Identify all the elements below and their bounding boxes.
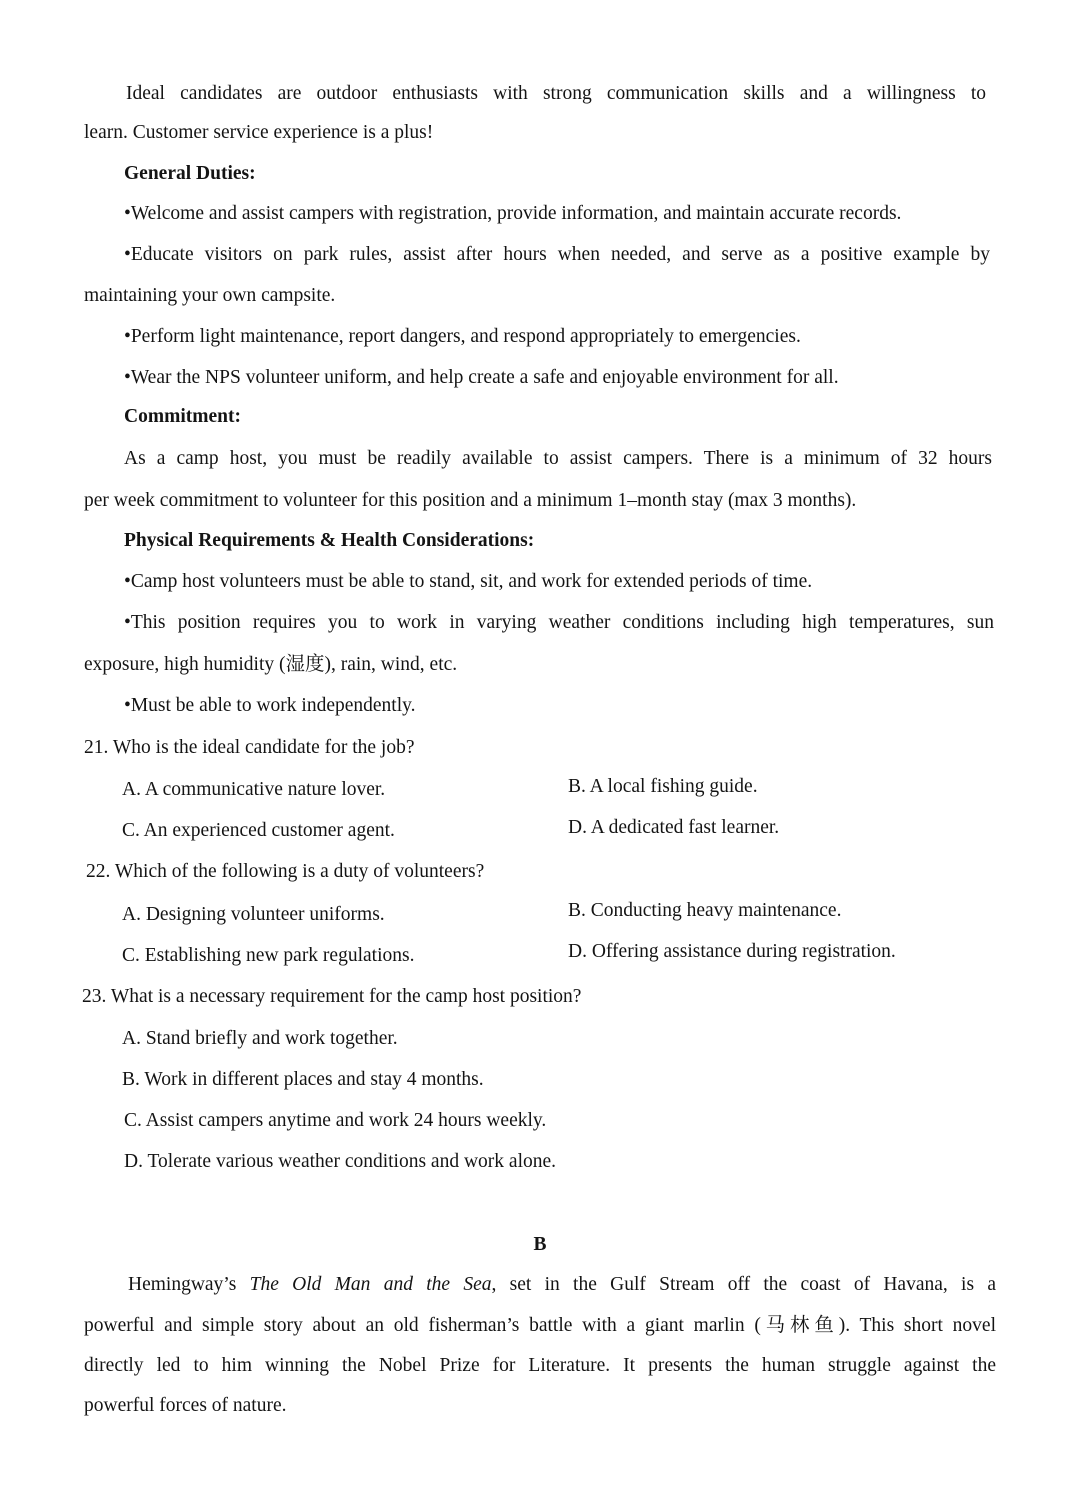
question-22-stem: 22. Which of the following is a duty of volunteers?	[86, 861, 485, 882]
passage-b-line-2: powerful and simple story about an old fisherman’s battle with a giant marlin (马林鱼). This short novel	[84, 1315, 996, 1336]
commitment-heading: Commitment:	[124, 406, 241, 427]
section-b-label: B	[533, 1234, 547, 1255]
duty-item-2-line-1: •Educate visitors on park rules, assist after hours when needed, and serve as a positive example by	[124, 244, 990, 265]
passage-b-line-3: directly led to him winning the Nobel Prize for Literature. It presents the human struggle against the	[84, 1355, 996, 1376]
physical-requirements-heading: Physical Requirements & Health Considerations:	[124, 530, 535, 551]
passage-b-line-1-rest: , set in the Gulf Stream off the coast of Havana, is a	[491, 1274, 996, 1295]
intro-line-2: learn. Customer service experience is a plus!	[84, 122, 434, 143]
question-23-option-a: A. Stand briefly and work together.	[122, 1028, 398, 1049]
duty-item-3: •Perform light maintenance, report dangers, and respond appropriately to emergencies.	[124, 326, 801, 347]
physical-item-3: •Must be able to work independently.	[124, 695, 416, 716]
question-23-option-d: D. Tolerate various weather conditions and work alone.	[124, 1151, 557, 1172]
physical-item-1: •Camp host volunteers must be able to stand, sit, and work for extended periods of time.	[124, 571, 813, 592]
passage-b-book-title: The Old Man and the Sea	[249, 1274, 492, 1295]
question-22-option-a: A. Designing volunteer uniforms.	[122, 904, 385, 925]
intro-line-1: Ideal candidates are outdoor enthusiasts with strong communication skills and a willingness to	[126, 83, 986, 104]
passage-b-line-4: powerful forces of nature.	[84, 1395, 287, 1416]
duty-item-4: •Wear the NPS volunteer uniform, and help create a safe and enjoyable environment for all.	[124, 367, 839, 388]
question-21-stem: 21. Who is the ideal candidate for the job?	[84, 737, 415, 758]
question-23-option-c: C. Assist campers anytime and work 24 hours weekly.	[124, 1110, 547, 1131]
duty-item-2-line-2: maintaining your own campsite.	[84, 285, 336, 306]
question-21-option-b: B. A local fishing guide.	[568, 776, 758, 797]
physical-item-2-line-2: exposure, high humidity (湿度), rain, wind, etc.	[84, 654, 458, 675]
question-21-option-c: C. An experienced customer agent.	[122, 820, 395, 841]
question-23-option-b: B. Work in different places and stay 4 months.	[122, 1069, 484, 1090]
question-22-option-b: B. Conducting heavy maintenance.	[568, 900, 842, 921]
duty-item-1: •Welcome and assist campers with registration, provide information, and maintain accurate records.	[124, 203, 902, 224]
question-23-stem: 23. What is a necessary requirement for the camp host position?	[82, 986, 582, 1007]
physical-item-2-line-1: •This position requires you to work in varying weather conditions including high temperatures, sun	[124, 612, 994, 633]
passage-b-line-1	[128, 1271, 996, 1299]
question-22-option-d: D. Offering assistance during registration.	[568, 941, 896, 962]
passage-b-author: Hemingway’s	[128, 1274, 250, 1295]
commitment-line-2: per week commitment to volunteer for this position and a minimum 1–month stay (max 3 months).	[84, 490, 857, 511]
question-21-option-d: D. A dedicated fast learner.	[568, 817, 780, 838]
general-duties-heading: General Duties:	[124, 163, 256, 184]
question-21-option-a: A. A communicative nature lover.	[122, 779, 386, 800]
commitment-line-1: As a camp host, you must be readily available to assist campers. There is a minimum of 32 hours	[124, 448, 992, 469]
question-22-option-c: C. Establishing new park regulations.	[122, 945, 415, 966]
